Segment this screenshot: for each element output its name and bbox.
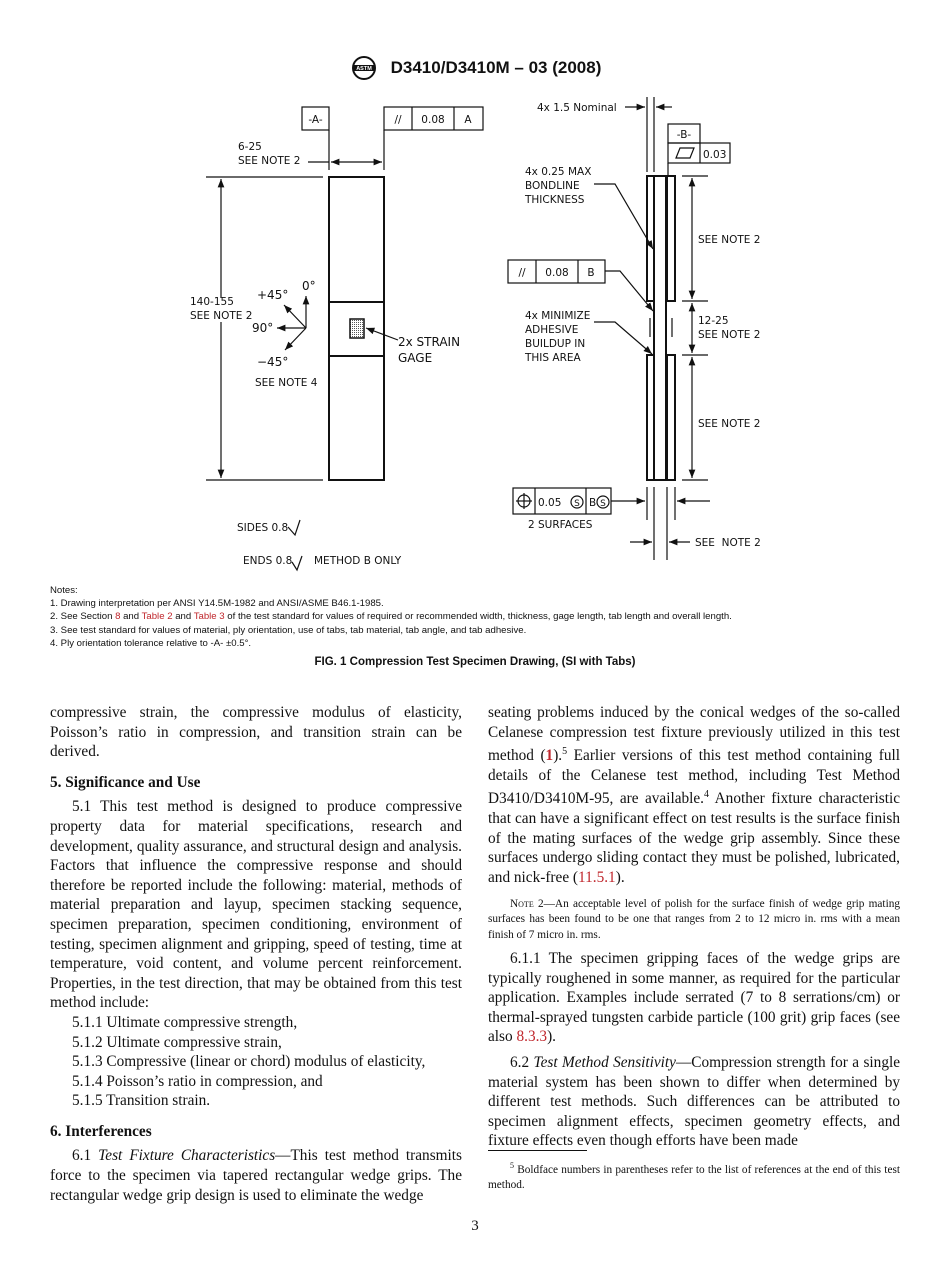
para-text: seating problems induced by the conical wedges of the so-called Celanese compression test fixture previously utilized in this test method ( (488, 704, 900, 765)
angle-note: SEE NOTE 4 (255, 377, 318, 389)
paragraph (488, 703, 900, 888)
fcf-datum: A (464, 114, 472, 126)
adhesive-note: 4x MINIMIZE (525, 310, 591, 322)
right-column (488, 703, 900, 1151)
specimen-drawing (0, 0, 950, 580)
note-2 (50, 610, 732, 623)
ply-orientation-arrows (277, 296, 306, 350)
para-text: ). (615, 868, 625, 886)
table-3-link[interactable]: Table 3 (193, 611, 225, 623)
width-note: SEE NOTE 2 (238, 155, 301, 167)
svg-text:ASTM: ASTM (355, 66, 372, 73)
para-text: Earlier versions of this test method containing full details of the Celanese test method, including Test Method D3410/D3410M-95, are available. (488, 747, 900, 808)
flatness-tolerance: 0.03 (703, 149, 727, 161)
modifier-s: S (574, 499, 580, 509)
adhesive-note-3: BUILDUP IN (525, 338, 586, 350)
section-8-3-3-link[interactable]: 8.3.3 (516, 1028, 548, 1046)
list-item: 5.1.4 Poisson’s ratio in compression, and (72, 1072, 323, 1090)
surface-finish-icon (288, 520, 300, 535)
note-text: and (172, 611, 194, 623)
para-title: Test Fixture Characteristics (98, 1147, 276, 1165)
length-dim: 140-155 (190, 296, 234, 308)
position-datum: B (589, 497, 597, 509)
note-3: 3. See test standard for values of material, ply orientation, use of tabs, tab material, tab angle, and tab adhesive. (50, 624, 527, 636)
modifier-s-2: S (600, 499, 606, 509)
reference-1-link[interactable]: 1 (545, 747, 554, 765)
paragraph-6-1-1 (488, 949, 900, 1047)
angle-0: 0° (302, 279, 316, 293)
datum-b-label: -B- (676, 129, 692, 141)
section-heading: 6. Interferences (50, 1122, 152, 1140)
gage-length-note: SEE NOTE 2 (698, 329, 761, 341)
datum-a-label: -A- (308, 114, 323, 126)
footnote-5-marker: 5 (562, 746, 568, 758)
standard-designation: D3410/D3410M – 03 (2008) (390, 58, 602, 77)
method-b-note: METHOD B ONLY (314, 555, 402, 567)
figure-caption: FIG. 1 Compression Test Specimen Drawing, (SI with Tabs) (314, 656, 636, 668)
section-8-link[interactable]: 8 (115, 611, 121, 623)
bondline-label-3: THICKNESS (525, 194, 585, 206)
position-icon (516, 493, 532, 509)
footnote (488, 1158, 900, 1194)
front-view (190, 107, 483, 570)
flatness-icon (676, 148, 694, 158)
gage-label-2: GAGE (398, 351, 433, 365)
page-number: 3 (471, 1218, 479, 1234)
footnote-mark: 5 (510, 1161, 514, 1170)
tab-length-note: SEE NOTE 2 (698, 234, 761, 246)
note-text: of the test standard for values of required or recommended width, thickness, gage length, tab length and overall length. (224, 611, 732, 623)
para-number: 6.1 (72, 1147, 99, 1165)
bondline-label: 4x 0.25 MAX (525, 166, 592, 178)
angle-90: 90° (252, 321, 274, 335)
note-text: and (120, 611, 142, 623)
bondline-label-2: BONDLINE (525, 180, 580, 192)
fcf-tolerance: 0.08 (545, 267, 569, 279)
table-2-link[interactable]: Table 2 (141, 611, 173, 623)
paragraph-5-1: 5.1 This test method is designed to produce compressive property data for material specifications, research and development, quality assurance, and structural design and analysis. Factors that influence the compressive response and should therefore be reported include the following: material, methods of material preparation and layup, specimen stacking sequence, specimen preparation, specimen conditioning, environment of testing, specimen alignment and gripping, speed of testing, time at temperature, void content, and volume percent reinforcement. Properties, in the test direction, that may be obtained from this test method include: (50, 798, 462, 1012)
fcf-datum: B (587, 267, 595, 279)
position-tolerance: 0.05 (538, 497, 562, 509)
fcf-symbol: // (518, 267, 526, 279)
list-item: 5.1.1 Ultimate compressive strength, (72, 1013, 298, 1031)
tab-length-note-2: SEE NOTE 2 (698, 418, 761, 430)
adhesive-note-2: ADHESIVE (525, 324, 579, 336)
figure-notes (50, 584, 732, 650)
left-column (50, 703, 462, 1205)
surface-finish-icon (292, 556, 302, 570)
length-note: SEE NOTE 2 (190, 310, 253, 322)
surfaces-label: 2 SURFACES (528, 519, 593, 531)
paragraph-6-1 (50, 1146, 462, 1205)
note-text: —An acceptable level of polish for the surface finish of wedge grip mating surfaces has been found to be one that ranges from 2 to 12 micro in. rms with a mean finish of 7 micro in. rms. (488, 897, 901, 941)
notes-title: Notes: (50, 585, 78, 596)
sides-finish: SIDES 0.8 (237, 522, 289, 534)
note-4: 4. Ply orientation tolerance relative to -A- ±0.5°. (50, 637, 252, 649)
ends-finish: ENDS 0.8 (243, 555, 293, 567)
para-text: —Compression strength for a single material system has been shown to differ when determined by different test methods. Such differences can be attributed to specimen alignment effects, specimen geometry effects, and fixture effects even though efforts have been made (488, 1054, 901, 1150)
width-dim: 6-25 (238, 141, 262, 153)
tab-thickness-dim: 4x 1.5 Nominal (537, 102, 617, 114)
footnote-divider (488, 1150, 587, 1151)
para-number: 6.2 (510, 1054, 534, 1071)
fcf-tolerance: 0.08 (421, 114, 445, 126)
adhesive-note-4: THIS AREA (525, 352, 581, 364)
thickness-note: SEE NOTE 2 (695, 537, 761, 549)
gage-length-dim: 12-25 (698, 315, 729, 327)
footnote-4-marker: 4 (704, 789, 709, 801)
note-label: Note 2 (510, 897, 544, 910)
list-item: 5.1.2 Ultimate compressive strain, (72, 1033, 282, 1051)
specimen-side (654, 176, 666, 480)
side-view (508, 97, 761, 560)
note-2-block (488, 897, 900, 944)
paragraph-6-2 (488, 1053, 900, 1151)
para-title: Test Method Sensitivity (533, 1054, 676, 1071)
para-text: 6.1.1 The specimen gripping faces of the wedge grips are typically roughened in some manner, as required for the particular application. Examples include serrated (7 to 8 serrations/cm) or thermal-sprayed tungsten carbide particle (100 grit) grip faces (see also (488, 950, 900, 1046)
section-11-5-1-link[interactable]: 11.5.1 (578, 868, 616, 886)
strain-gage (350, 319, 364, 338)
para-text: —This test method transmits force to the specimen via tapered rectangular wedge grips. The rectangular wedge grip design is used to eliminate the wedge (50, 1147, 462, 1204)
footnote-text: Boldface numbers in parentheses refer to the list of references at the end of this test method. (488, 1163, 900, 1192)
list-item: 5.1.3 Compressive (linear or chord) modulus of elasticity, (72, 1053, 426, 1071)
para-text: ). (553, 747, 563, 765)
para-text: ). (547, 1028, 556, 1046)
para-text: Another fixture characteristic that can have a significant effect on test results is the surface finish of the mating surfaces of the wedge grip assembly. Since these surfaces undergo sliding contact they must be polished, lubricated, and nick-free ( (488, 790, 900, 886)
note-text: 2. See Section (50, 611, 116, 623)
paragraph: compressive strain, the compressive modulus of elasticity, Poisson’s ratio in compression, and transition strain can be derived. (50, 704, 462, 761)
gage-label: 2x STRAIN (398, 335, 461, 349)
note-1: 1. Drawing interpretation per ANSI Y14.5M-1982 and ANSI/ASME B46.1-1985. (50, 598, 384, 610)
angle-plus45: +45° (257, 288, 289, 302)
list-item: 5.1.5 Transition strain. (72, 1092, 211, 1110)
angle-minus45: −45° (257, 355, 289, 369)
fcf-symbol: // (394, 114, 402, 126)
section-heading: 5. Significance and Use (50, 773, 201, 791)
